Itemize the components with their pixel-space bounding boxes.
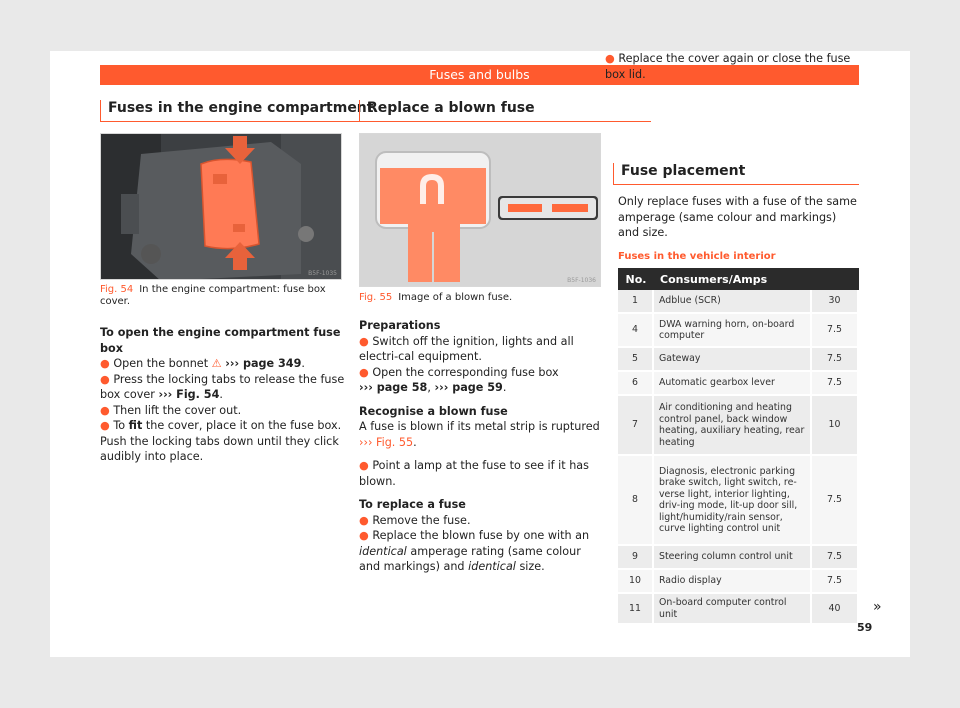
figure-caption-text: In the engine compartment: fuse box cover. xyxy=(100,284,326,307)
link-fig-55[interactable]: ››› Fig. 55 xyxy=(359,435,414,449)
manual-page xyxy=(50,51,910,657)
table-row xyxy=(618,456,859,546)
cell-consumer: Automatic gearbox lever xyxy=(654,372,812,396)
replace-fuse-instructions xyxy=(359,318,601,575)
table-row xyxy=(618,314,859,348)
cell-no: 1 xyxy=(618,290,654,314)
blown-fuse-image xyxy=(360,134,601,287)
figure-blown-fuse xyxy=(359,133,601,287)
fuse-table xyxy=(618,268,859,625)
warning-triangle-icon: ⚠ xyxy=(211,357,222,370)
instruction-item: ● Switch off the ignition, lights and all electri-cal equipment. xyxy=(359,334,574,363)
link-page-349[interactable]: ››› page 349 xyxy=(225,357,302,370)
replace-heading: To replace a fuse xyxy=(359,498,466,511)
instruction-item: ● Remove the fuse. xyxy=(359,513,471,527)
header-consumers: Consumers/Amps xyxy=(654,268,859,290)
link-page-58[interactable]: ››› page 58 xyxy=(359,381,428,394)
page-number: 59 xyxy=(857,621,873,634)
table-label: Fuses in the vehicle interior xyxy=(618,251,776,262)
figure-code: B5F-1035 xyxy=(308,270,337,277)
section-title-fuse-placement: Fuse placement xyxy=(613,163,859,185)
cell-no: 6 xyxy=(618,372,654,396)
link-page-59[interactable]: ››› page 59 xyxy=(434,381,503,394)
replace-cover-text: ● Replace the cover again or close the fuse box lid. xyxy=(605,52,851,81)
figure-caption-text: Image of a blown fuse. xyxy=(398,292,513,303)
engine-fuse-instructions xyxy=(100,325,345,465)
cell-amps: 7.5 xyxy=(812,314,859,348)
instruction-item: ● Open the bonnet ⚠ ››› page 349. xyxy=(100,357,305,370)
table-header-row xyxy=(618,268,859,290)
figure-code: B5F-1036 xyxy=(567,277,596,284)
figure-caption-54 xyxy=(100,284,342,308)
instruction-item: ● Then lift the cover out. xyxy=(100,403,242,417)
table-row xyxy=(618,372,859,396)
table-row xyxy=(618,594,859,625)
cell-no: 11 xyxy=(618,594,654,625)
figure-engine-compartment xyxy=(100,133,342,280)
section-title-replace-fuse: Replace a blown fuse xyxy=(359,100,651,122)
cell-no: 10 xyxy=(618,570,654,594)
cell-no: 8 xyxy=(618,456,654,546)
continue-mark: » xyxy=(873,599,882,615)
cell-no: 5 xyxy=(618,348,654,372)
section-title-engine-fuses: Fuses in the engine compartment xyxy=(100,100,392,122)
cell-amps: 40 xyxy=(812,594,859,625)
page-header: Fuses and bulbs xyxy=(100,65,859,85)
instruction-item: ● Press the locking tabs to release the fuse box cover ››› Fig. 54. xyxy=(100,372,345,401)
cell-amps: 7.5 xyxy=(812,372,859,396)
cell-consumer: DWA warning horn, on-board computer xyxy=(654,314,812,348)
table-row xyxy=(618,290,859,314)
cell-consumer: Air conditioning and heating control panel, back window heating, auxiliary heating, rear heating xyxy=(654,396,812,456)
cell-consumer: Adblue (SCR) xyxy=(654,290,812,314)
cell-amps: 7.5 xyxy=(812,546,859,570)
instruction-item: ● Open the corresponding fuse box ››› page 58, ››› page 59. xyxy=(359,365,559,394)
table-row xyxy=(618,546,859,570)
cell-consumer: Gateway xyxy=(654,348,812,372)
figure-number: Fig. 55 xyxy=(359,292,393,303)
link-fig-54[interactable]: ››› Fig. 54 xyxy=(158,388,220,401)
cell-consumer: Radio display xyxy=(654,570,812,594)
cell-no: 9 xyxy=(618,546,654,570)
instructions-heading: To open the engine compartment fuse box xyxy=(100,326,341,355)
table-row xyxy=(618,348,859,372)
figure-caption-55 xyxy=(359,292,601,304)
table-row xyxy=(618,396,859,456)
instruction-item: ● Replace the blown fuse by one with an identical amperage rating (same colour and markings) and identical size. xyxy=(359,529,590,573)
table-row xyxy=(618,570,859,594)
instruction-item: ● Point a lamp at the fuse to see if it has blown. xyxy=(359,459,589,488)
cell-amps: 30 xyxy=(812,290,859,314)
cell-consumer: Diagnosis, electronic parking brake switch, light switch, re-verse light, interior lighting, driv-ing mode, lit-up door sill, light/humidity/rain sensor, curve lighting control unit xyxy=(654,456,812,546)
engine-compartment-image xyxy=(101,134,342,280)
instruction-item: ● To fit the cover, place it on the fuse box. Push the locking tabs down until they click audibly into place. xyxy=(100,419,342,463)
cell-no: 7 xyxy=(618,396,654,456)
figure-number: Fig. 54 xyxy=(100,284,134,295)
cell-amps: 7.5 xyxy=(812,570,859,594)
placement-text: Only replace fuses with a fuse of the same amperage (same colour and markings) and size. xyxy=(618,195,857,239)
recognise-text: A fuse is blown if its metal strip is ruptured ››› Fig. 55. xyxy=(359,420,600,449)
cell-amps: 7.5 xyxy=(812,456,859,546)
cell-no: 4 xyxy=(618,314,654,348)
header-no: No. xyxy=(618,268,654,290)
preparations-heading: Preparations xyxy=(359,319,441,332)
cell-amps: 10 xyxy=(812,396,859,456)
recognise-heading: Recognise a blown fuse xyxy=(359,404,508,418)
cell-amps: 7.5 xyxy=(812,348,859,372)
cell-consumer: On-board computer control unit xyxy=(654,594,812,625)
cell-consumer: Steering column control unit xyxy=(654,546,812,570)
